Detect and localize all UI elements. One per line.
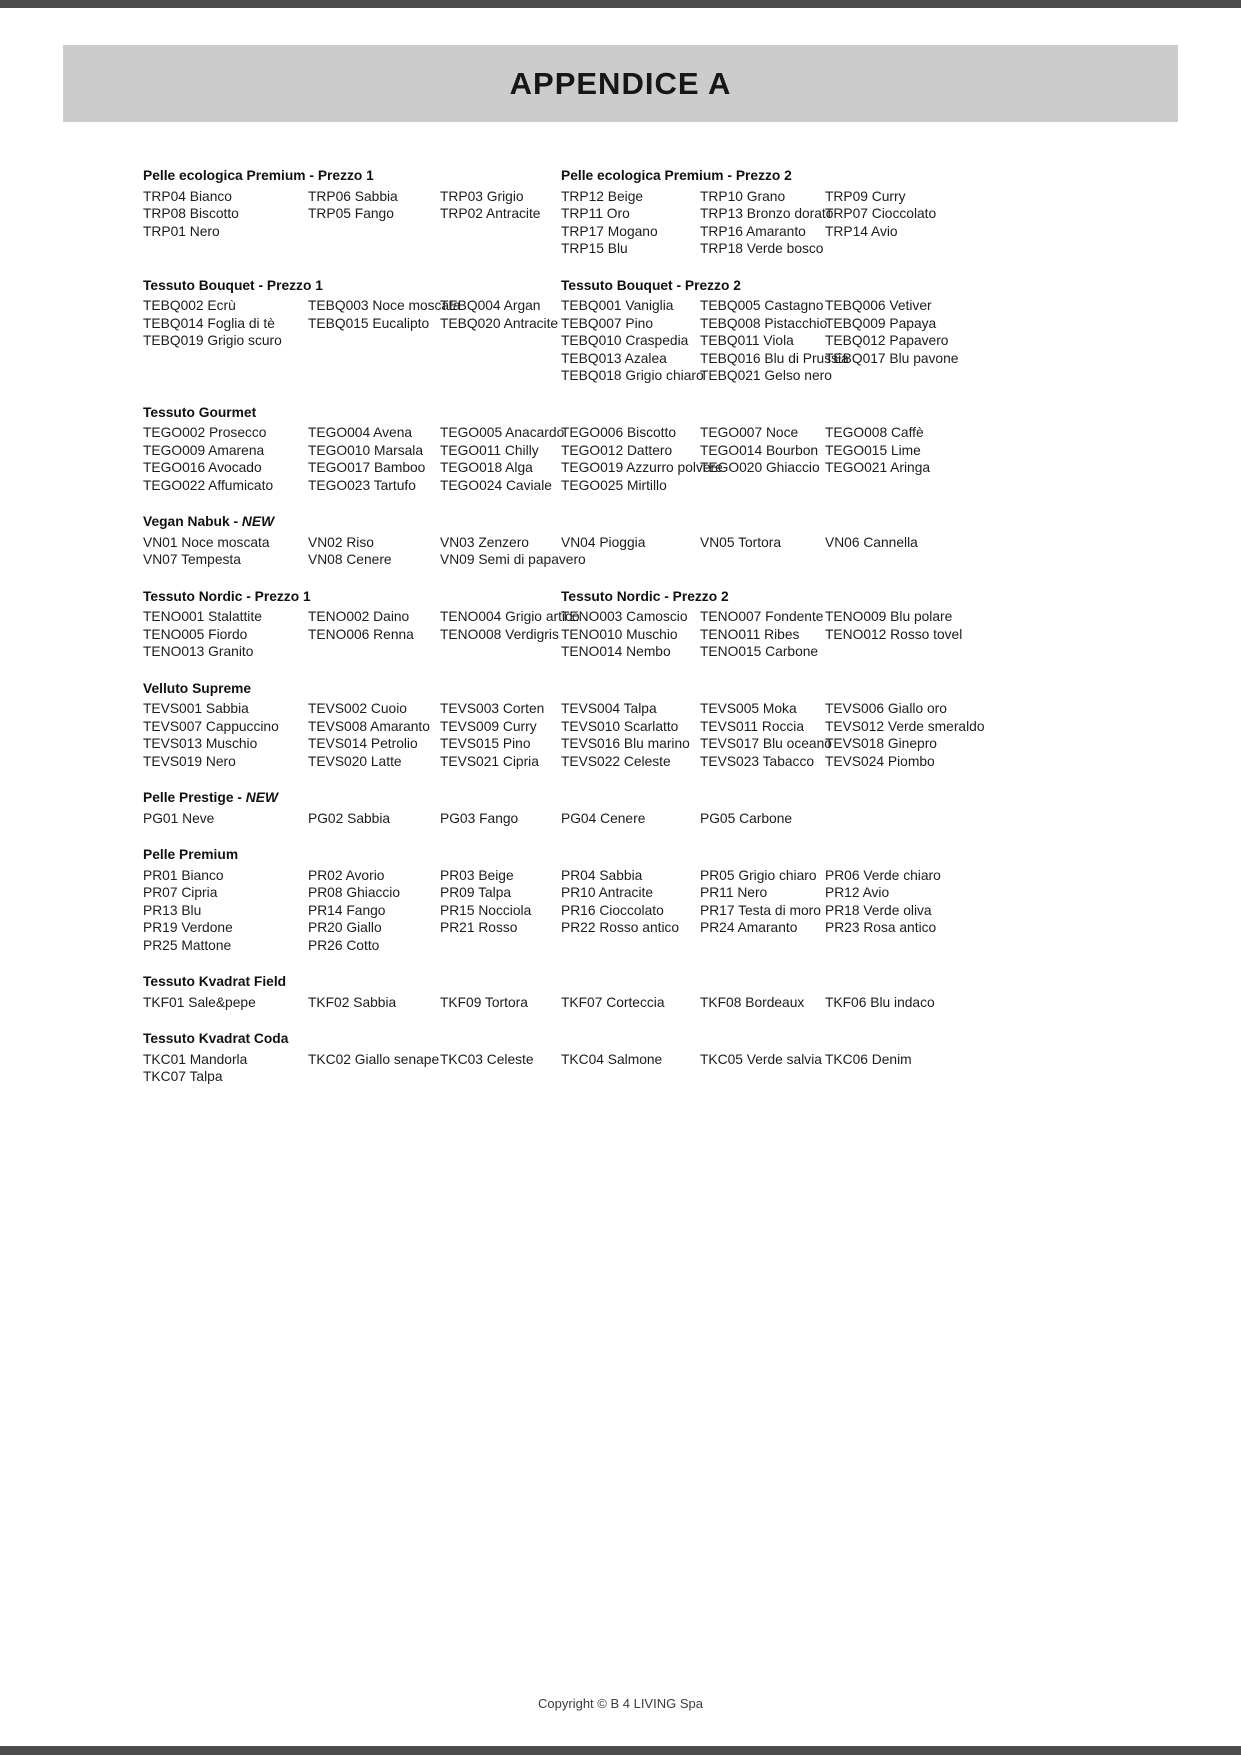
material-item: TEBQ009 Papaya xyxy=(825,315,937,331)
material-item: PR01 Bianco xyxy=(143,867,224,883)
material-item: PR15 Nocciola xyxy=(440,902,532,918)
material-item: TEBQ010 Craspedia xyxy=(561,333,689,348)
material-item: TEGO004 Avena xyxy=(308,425,413,440)
section-band xyxy=(143,846,1153,954)
material-item: PG01 Neve xyxy=(143,810,215,826)
section-title-text: Pelle Premium xyxy=(143,847,239,862)
material-item: TEGO022 Affumicato xyxy=(143,477,274,493)
section-title xyxy=(143,277,561,298)
section-title xyxy=(143,588,561,609)
material-item: TEGO024 Caviale xyxy=(440,477,552,493)
material-item: TEVS017 Blu oceano xyxy=(700,736,832,751)
page-title-bar xyxy=(63,45,1178,122)
material-item: TEGO023 Tartufo xyxy=(308,477,416,493)
material-item: TKF07 Corteccia xyxy=(561,994,665,1010)
material-item: TEGO015 Lime xyxy=(825,442,921,458)
section-title xyxy=(143,167,561,188)
footer xyxy=(0,1696,1241,1711)
section-title-text: Tessuto Nordic - Prezzo 2 xyxy=(561,588,729,604)
material-item: TEBQ007 Pino xyxy=(561,315,654,331)
section-title xyxy=(143,513,1153,534)
section-title xyxy=(561,588,1153,609)
section-title-text: Velluto Supreme xyxy=(143,680,252,696)
section-title-text: Tessuto Bouquet - Prezzo 1 xyxy=(143,277,323,293)
material-item: PR26 Cotto xyxy=(308,937,380,953)
material-item: PR17 Testa di moro xyxy=(700,902,821,918)
material-item: PR25 Mattone xyxy=(143,937,232,953)
material-item: PR22 Rosso antico xyxy=(561,920,680,935)
material-item: TRP07 Cioccolato xyxy=(825,206,937,221)
section-title-text: Tessuto Kvadrat Coda xyxy=(143,1031,289,1046)
material-item: TEVS019 Nero xyxy=(143,753,236,769)
material-item: TRP17 Mogano xyxy=(561,223,658,239)
material-item: TEBQ004 Argan xyxy=(440,298,541,313)
material-item: TEBQ006 Vetiver xyxy=(825,298,932,313)
material-item: PR13 Blu xyxy=(143,902,202,918)
section-title-text: Vegan Nabuk - xyxy=(143,514,239,529)
material-item: PR06 Verde chiaro xyxy=(825,867,941,883)
material-item: TKF01 Sale&pepe xyxy=(143,994,256,1010)
material-item: TEBQ002 Ecrù xyxy=(143,298,236,313)
new-badge: NEW xyxy=(245,790,278,805)
section-title xyxy=(561,277,1153,298)
section-title-text: Tessuto Gourmet xyxy=(143,404,257,420)
material-item: PR21 Rosso xyxy=(440,920,518,935)
material-item: TEVS007 Cappuccino xyxy=(143,718,279,734)
material-item: TEBQ019 Grigio scuro xyxy=(143,333,282,348)
material-item: TENO009 Blu polare xyxy=(825,609,953,624)
material-item: TEVS002 Cuoio xyxy=(308,701,407,716)
material-item: TEVS005 Moka xyxy=(700,701,797,716)
material-item: TEGO010 Marsala xyxy=(308,442,424,458)
material-item: TENO011 Ribes xyxy=(700,626,800,642)
material-item: PR14 Fango xyxy=(308,902,386,918)
material-item: TRP01 Nero xyxy=(143,223,220,239)
material-item: TEGO005 Anacardo xyxy=(440,425,565,440)
material-item: PR12 Avio xyxy=(825,885,890,900)
material-item: TEVS014 Petrolio xyxy=(308,736,418,751)
material-item: TEBQ015 Eucalipto xyxy=(308,315,430,331)
material-item: TEGO008 Caffè xyxy=(825,425,924,440)
section-title-text: Tessuto Nordic - Prezzo 1 xyxy=(143,588,311,604)
material-item: TENO005 Fiordo xyxy=(143,626,248,642)
section-band xyxy=(143,588,1153,661)
material-item: VN09 Semi di papavero xyxy=(440,552,586,567)
material-item: PR24 Amaranto xyxy=(700,920,798,935)
material-item: TRP18 Verde bosco xyxy=(700,241,824,256)
material-item: PR09 Talpa xyxy=(440,885,512,900)
material-item: PG03 Fango xyxy=(440,810,519,826)
material-item: TKF06 Blu indaco xyxy=(825,994,935,1010)
section-title-text: Pelle ecologica Premium - Prezzo 1 xyxy=(143,168,374,183)
material-item: TEVS016 Blu marino xyxy=(561,736,690,751)
material-item: TRP08 Biscotto xyxy=(143,206,239,221)
material-item: TEVS003 Corten xyxy=(440,701,545,716)
material-item: TEVS015 Pino xyxy=(440,736,531,751)
material-item: PR03 Beige xyxy=(440,867,514,883)
material-item: TEVS022 Celeste xyxy=(561,753,671,769)
material-item: TENO014 Nembo xyxy=(561,644,671,659)
material-item: TEBQ001 Vaniglia xyxy=(561,298,674,313)
material-item: TENO008 Verdigris xyxy=(440,626,559,642)
material-item: TRP14 Avio xyxy=(825,223,898,239)
material-item: TEGO006 Biscotto xyxy=(561,425,677,440)
material-item: TENO006 Renna xyxy=(308,626,414,642)
section-band xyxy=(143,513,1153,569)
material-item: PR19 Verdone xyxy=(143,920,233,935)
material-item: TEBQ014 Foglia di tè xyxy=(143,315,275,331)
material-item: TEBQ008 Pistacchio xyxy=(700,315,828,331)
material-item: PR02 Avorio xyxy=(308,867,385,883)
section-title xyxy=(143,404,1153,425)
material-item: TEVS023 Tabacco xyxy=(700,753,815,769)
material-item: TRP03 Grigio xyxy=(440,188,524,204)
material-item: PR20 Giallo xyxy=(308,920,382,935)
section-band xyxy=(143,973,1153,1011)
material-item: PR23 Rosa antico xyxy=(825,920,937,935)
material-item: PG02 Sabbia xyxy=(308,810,391,826)
material-item: TENO002 Daino xyxy=(308,609,410,624)
material-item: PR10 Antracite xyxy=(561,885,654,900)
section-band xyxy=(143,404,1153,495)
material-item: TENO012 Rosso tovel xyxy=(825,626,963,642)
material-item: TEGO011 Chilly xyxy=(440,442,539,458)
material-item: TEVS020 Latte xyxy=(308,753,402,769)
material-item: TKC07 Talpa xyxy=(143,1069,223,1084)
material-item: TRP06 Sabbia xyxy=(308,188,398,204)
material-item: TRP12 Beige xyxy=(561,188,644,204)
material-item: PR04 Sabbia xyxy=(561,867,643,883)
material-item: VN08 Cenere xyxy=(308,552,392,567)
material-item: TEVS008 Amaranto xyxy=(308,718,430,734)
material-item: TRP15 Blu xyxy=(561,241,628,256)
material-item: TEVS024 Piombo xyxy=(825,753,935,769)
material-item: TEBQ020 Antracite xyxy=(440,315,559,331)
material-item: TRP02 Antracite xyxy=(440,206,541,221)
material-item: PR07 Cipria xyxy=(143,885,218,900)
material-item: TKC03 Celeste xyxy=(440,1051,534,1067)
page-bottom-edge xyxy=(0,1746,1241,1755)
material-item: PR11 Nero xyxy=(700,885,768,900)
material-item: TENO013 Granito xyxy=(143,644,254,659)
material-item: TENO003 Camoscio xyxy=(561,609,688,624)
material-item: VN02 Riso xyxy=(308,534,374,550)
material-item: TEBQ013 Azalea xyxy=(561,350,667,366)
material-item: TEGO025 Mirtillo xyxy=(561,477,667,493)
material-item: TKF02 Sabbia xyxy=(308,994,397,1010)
material-item: PG05 Carbone xyxy=(700,810,793,826)
material-item: TKC02 Giallo senape xyxy=(308,1051,440,1067)
material-item: TEVS012 Verde smeraldo xyxy=(825,718,985,734)
material-item: TENO015 Carbone xyxy=(700,644,819,659)
material-item: TEGO002 Prosecco xyxy=(143,425,267,440)
material-item: TKC04 Salmone xyxy=(561,1051,663,1067)
material-item: VN07 Tempesta xyxy=(143,552,241,567)
material-item: PR18 Verde oliva xyxy=(825,902,932,918)
material-item: TRP10 Grano xyxy=(700,188,786,204)
new-badge: NEW xyxy=(241,514,275,529)
section-title-text: Tessuto Kvadrat Field xyxy=(143,974,287,989)
copyright-text: Copyright © B 4 LIVING Spa xyxy=(538,1696,703,1711)
material-item: TEVS010 Scarlatto xyxy=(561,718,679,734)
material-item: TKC05 Verde salvia xyxy=(700,1051,822,1067)
material-item: TEGO007 Noce xyxy=(700,425,799,440)
material-item: TEBQ017 Blu pavone xyxy=(825,350,959,366)
page-top-edge xyxy=(0,0,1241,8)
section-title-text: Pelle ecologica Premium - Prezzo 2 xyxy=(561,168,792,183)
material-item: TEVS006 Giallo oro xyxy=(825,701,947,716)
material-item: TKC01 Mandorla xyxy=(143,1051,248,1067)
material-item: TENO001 Stalattite xyxy=(143,609,262,624)
section-title-text: Pelle Prestige - xyxy=(143,790,242,805)
material-item: TRP09 Curry xyxy=(825,188,906,204)
material-item: TEVS001 Sabbia xyxy=(143,701,249,716)
section-band xyxy=(143,1030,1153,1086)
material-item: TEVS004 Talpa xyxy=(561,701,657,716)
material-item: TRP11 Oro xyxy=(561,206,630,221)
material-item: TEVS009 Curry xyxy=(440,718,537,734)
material-item: VN04 Pioggia xyxy=(561,534,646,550)
material-item: TEGO012 Dattero xyxy=(561,442,673,458)
material-item: TKC06 Denim xyxy=(825,1051,912,1067)
material-item: PR08 Ghiaccio xyxy=(308,885,401,900)
material-item: TEGO009 Amarena xyxy=(143,442,265,458)
material-item: TRP13 Bronzo dorato xyxy=(700,206,834,221)
material-item: TEBQ003 Noce moscata xyxy=(308,298,461,313)
section-title xyxy=(143,789,1153,810)
material-item: TEGO018 Alga xyxy=(440,460,533,475)
section-title-text: Tessuto Bouquet - Prezzo 2 xyxy=(561,277,741,293)
material-item: TKF09 Tortora xyxy=(440,994,528,1010)
material-item: TEBQ012 Papavero xyxy=(825,333,949,348)
material-item: TENO007 Fondente xyxy=(700,609,824,624)
material-item: TEBQ021 Gelso nero xyxy=(700,368,832,383)
material-item: TRP05 Fango xyxy=(308,206,394,221)
section-band xyxy=(143,789,1153,827)
material-item: TEGO014 Bourbon xyxy=(700,442,819,458)
material-item: TEBQ018 Grigio chiaro xyxy=(561,368,704,383)
section-band xyxy=(143,680,1153,771)
material-item: TEGO020 Ghiaccio xyxy=(700,460,820,475)
material-item: TENO004 Grigio artico xyxy=(440,609,580,624)
section-title xyxy=(561,167,1153,188)
material-item: VN01 Noce moscata xyxy=(143,534,270,550)
page-title: APPENDICE A xyxy=(509,65,732,101)
material-item: TEBQ011 Viola xyxy=(700,333,794,348)
section-title xyxy=(143,846,1153,867)
material-item: TEGO019 Azzurro polvere xyxy=(561,460,723,475)
material-item: TEBQ005 Castagno xyxy=(700,298,824,313)
material-item: VN05 Tortora xyxy=(700,534,782,550)
section-title xyxy=(143,680,1153,701)
material-item: TEVS013 Muschio xyxy=(143,736,258,751)
material-item: VN03 Zenzero xyxy=(440,534,529,550)
material-item: PG04 Cenere xyxy=(561,810,646,826)
material-item: TEBQ016 Blu di Prussia xyxy=(700,350,849,366)
material-item: PR05 Grigio chiaro xyxy=(700,867,817,883)
material-item: TKF08 Bordeaux xyxy=(700,994,805,1010)
material-item: TEGO017 Bamboo xyxy=(308,460,426,475)
section-band xyxy=(143,167,1153,258)
material-item: TRP16 Amaranto xyxy=(700,223,806,239)
material-item: TEVS018 Ginepro xyxy=(825,736,937,751)
material-item: TEVS011 Roccia xyxy=(700,718,805,734)
section-title xyxy=(143,973,1153,994)
material-item: TENO010 Muschio xyxy=(561,626,678,642)
material-item: TEVS021 Cipria xyxy=(440,753,539,769)
material-item: VN06 Cannella xyxy=(825,534,918,550)
section-band xyxy=(143,277,1153,385)
material-item: TEGO016 Avocado xyxy=(143,460,262,475)
material-item: PR16 Cioccolato xyxy=(561,902,664,918)
section-title xyxy=(143,1030,1153,1051)
material-item: TRP04 Bianco xyxy=(143,188,232,204)
materials-list xyxy=(143,167,1153,1105)
material-item: TEGO021 Aringa xyxy=(825,460,931,475)
